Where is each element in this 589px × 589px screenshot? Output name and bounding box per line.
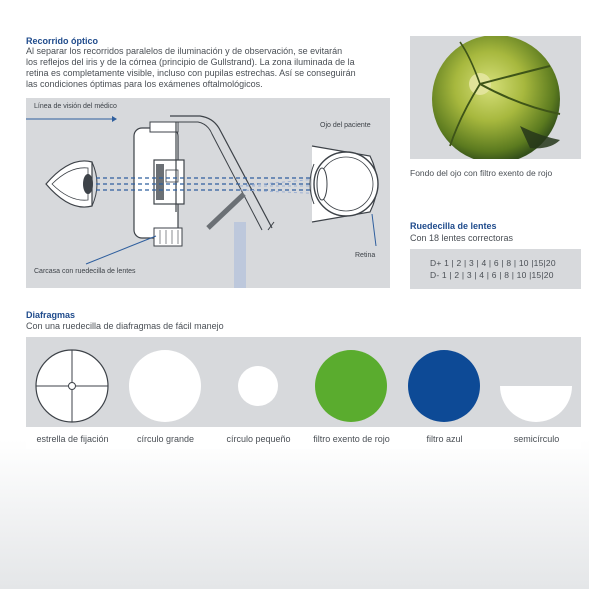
diaphragm-label: semicírculo xyxy=(513,434,560,444)
retina-label: Retina xyxy=(355,252,376,259)
paragraph-line: Al separar los recorridos paralelos de iluminación y de observación, se evitarán xyxy=(26,46,343,56)
diaphragms-title: Diafragmas xyxy=(26,310,76,320)
diaphragm-semicircle xyxy=(490,340,583,424)
diaphragm-large-circle xyxy=(119,340,212,424)
housing-pointer xyxy=(86,236,156,264)
diaphragm-blue-filter xyxy=(398,340,491,424)
fixation-star-icon xyxy=(36,350,108,422)
large-circle-icon xyxy=(129,350,201,422)
diaphragm-label: filtro exento de rojo xyxy=(313,434,390,444)
diaphragm-fixation-star xyxy=(26,340,119,424)
patient-eye-label: Ojo del paciente xyxy=(320,122,371,129)
illumination-beam xyxy=(234,222,246,288)
housing-label: Carcasa con ruedecilla de lentes xyxy=(34,268,136,275)
paragraph-line: las condiciones óptimas para los exámenes oftalmológicos. xyxy=(26,79,263,89)
diaphragm-label: filtro azul xyxy=(426,434,463,444)
diaphragm-label: círculo grande xyxy=(136,434,195,444)
lens-plus-row: D+ 1 | 2 | 3 | 4 | 6 | 8 | 10 |15|20 xyxy=(430,258,556,268)
doctor-eye-icon xyxy=(46,161,97,207)
diaphragm-label: círculo pequeño xyxy=(226,434,291,444)
red-free-filter-icon xyxy=(315,350,387,422)
semicircle-icon xyxy=(500,386,572,422)
optical-path-title: Recorrido óptico xyxy=(26,36,99,46)
fundus-caption: Fondo del ojo con filtro exento de rojo xyxy=(410,168,553,178)
patient-eye-icon xyxy=(310,146,378,222)
diaphragms-subtitle: Con una ruedecilla de diafragmas de fácil manejo xyxy=(26,321,224,331)
arrowhead-icon xyxy=(112,116,117,122)
diaphragm-red-free-filter xyxy=(305,340,398,424)
diaphragm-small-circle xyxy=(212,340,305,424)
lens-wheel-panel xyxy=(410,249,581,289)
diaphragm-label: estrella de fijación xyxy=(36,434,109,444)
blue-filter-icon xyxy=(408,350,480,422)
lens-wheel-title: Ruedecilla de lentes xyxy=(410,221,497,231)
lens-wheel-subtitle: Con 18 lentes correctoras xyxy=(410,233,514,243)
lens-minus-row: D- 1 | 2 | 3 | 4 | 6 | 8 | 10 |15|20 xyxy=(430,270,554,280)
line-of-sight-label: Línea de visión del médico xyxy=(34,103,117,110)
paragraph-line: los reflejos del iris y de la córnea (principio de Gullstrand). La zona iluminada de la xyxy=(26,57,355,67)
retina-pointer xyxy=(372,214,376,246)
paragraph-line: retina es completamente visible, incluso con pupilas estrechas. Así se conseguirán xyxy=(26,68,356,78)
fundus-image xyxy=(410,36,581,159)
small-circle-icon xyxy=(238,366,278,406)
ophthalmoscope-housing xyxy=(134,116,274,246)
